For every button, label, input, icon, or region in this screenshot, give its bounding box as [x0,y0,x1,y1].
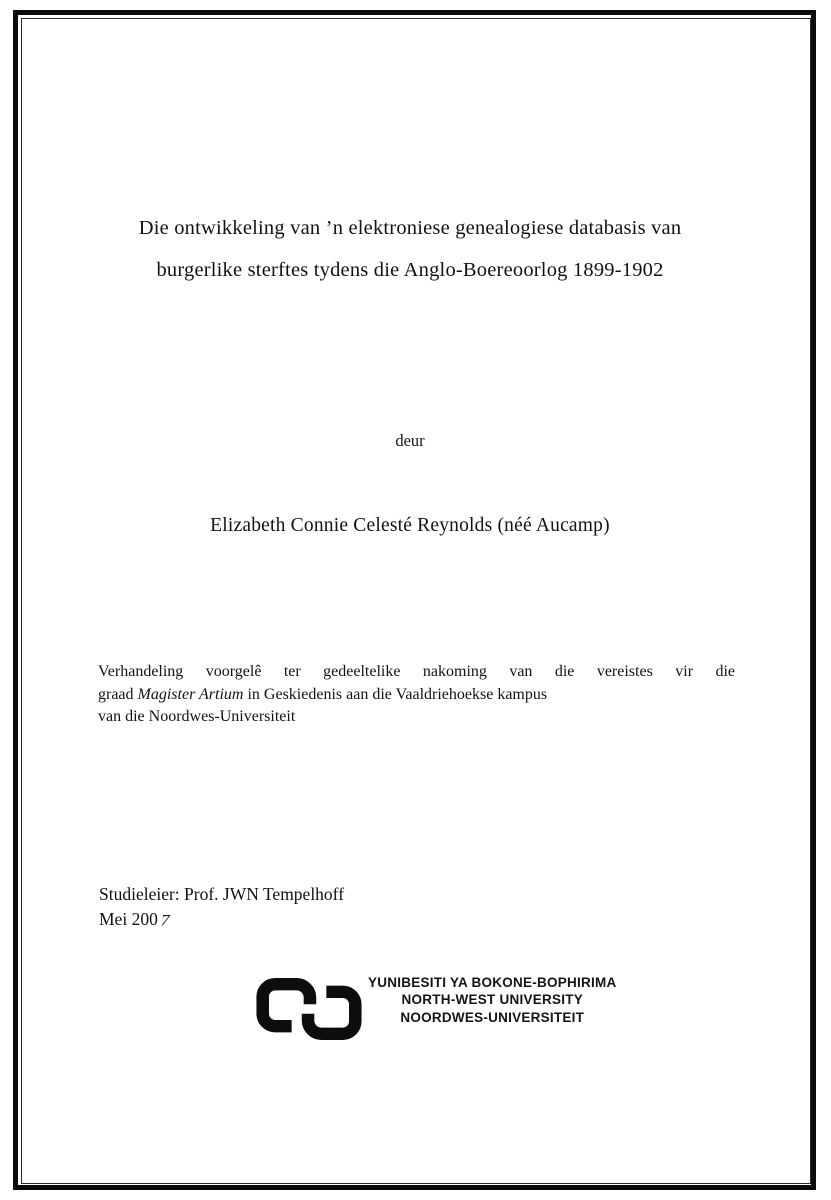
university-logo-text [368,974,617,1027]
thesis-title-line2: burgerlike sterftes tydens die Anglo-Boereoorlog 1899-1902 [156,259,664,281]
submission-line3: van die Noordwes-Universiteit [98,708,296,725]
nwu-interlocking-links-icon [255,969,363,1049]
date-prefix: Mei 200 [99,908,158,929]
byline-deur: deur [395,431,425,450]
author-name: Elizabeth Connie Celesté Reynolds (néé Aucamp) [210,515,610,536]
thesis-title-line1: Die ontwikkeling van ’n elektroniese genealogiese databasis van [138,217,682,239]
submission-line2-pre: graad [98,685,138,703]
degree-name: Magister Artium [137,685,244,703]
submission-line2-post: in Geskiedenis aan die Vaaldriehoekse kampus [243,685,548,703]
supervisor-block [99,882,549,931]
supervisor-line: Studieleier: Prof. JWN Tempelhoff [99,884,345,904]
date-digit: 7 [158,910,172,929]
date-line [99,907,549,932]
submission-line1: Verhandeling voorgelê ter gedeeltelike nakoming van die vereistes vir die [98,663,735,680]
submission-line2 [98,684,735,707]
logo-text-english: NORTH-WEST UNIVERSITY [401,992,584,1008]
logo-text-setswana: YUNIBESITI YA BOKONE-BOPHIRIMA [368,974,617,990]
university-logo [255,969,617,1049]
thesis-title [50,207,770,291]
submission-statement [98,661,735,729]
logo-text-afrikaans: NOORDWES-UNIVERSITEIT [400,1009,585,1025]
